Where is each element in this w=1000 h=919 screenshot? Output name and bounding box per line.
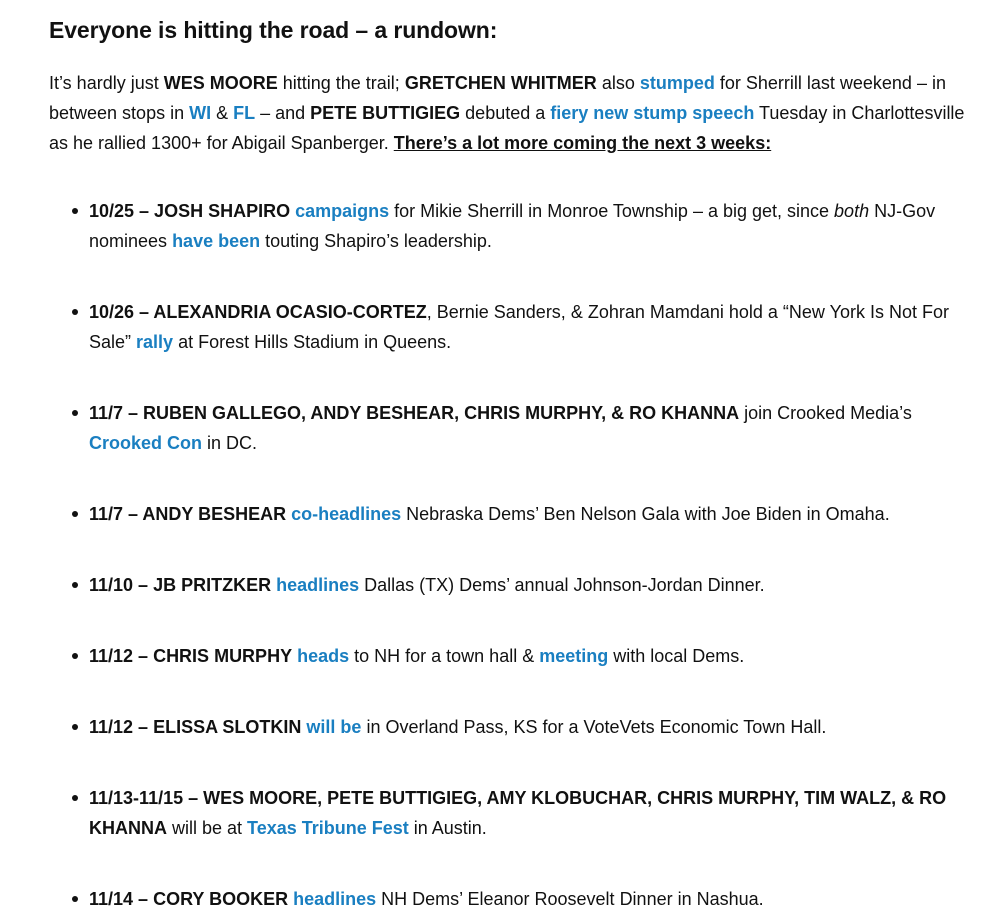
- text-run: &: [211, 103, 234, 123]
- text-run: , Bernie Sanders, & Zohran Mamdani hold a “New York Is Not For Sale”: [89, 302, 949, 352]
- inline-link[interactable]: WI: [189, 103, 212, 123]
- bold-text: 11/7 – ANDY BESHEAR: [89, 504, 287, 524]
- event-item: [49, 641, 978, 671]
- bold-text: 11/12 – ELISSA SLOTKIN: [89, 717, 302, 737]
- inline-link[interactable]: stumped: [639, 73, 715, 93]
- inline-link[interactable]: rally: [136, 332, 174, 352]
- bold-text: 11/12 – CHRIS MURPHY: [89, 646, 293, 666]
- underlined-callout: There’s a lot more coming the next 3 weeks:: [393, 133, 772, 153]
- bold-text: 11/13-11/15 – WES MOORE, PETE BUTTIGIEG, AMY KLOBUCHAR, CHRIS MURPHY, TIM WALZ, & RO KHANNA: [89, 788, 947, 838]
- intro-paragraph: [49, 68, 978, 158]
- inline-link[interactable]: have been: [172, 231, 261, 251]
- text-run: for Mikie Sherrill in Monroe Township – a big get, since: [389, 201, 835, 221]
- event-item: [49, 297, 978, 357]
- text-run: to NH for a town hall &: [349, 646, 540, 666]
- inline-link[interactable]: campaigns: [295, 201, 390, 221]
- text-run: in DC.: [202, 433, 258, 453]
- inline-link[interactable]: heads: [297, 646, 350, 666]
- bold-text: PETE BUTTIGIEG: [310, 103, 461, 123]
- text-run: join Crooked Media’s: [739, 403, 912, 423]
- bold-text: 11/14 – CORY BOOKER: [89, 889, 289, 909]
- event-item: [49, 712, 978, 742]
- text-run: debuted a: [460, 103, 551, 123]
- event-item: [49, 884, 978, 914]
- text-run: hitting the trail;: [277, 73, 405, 93]
- event-item: [49, 499, 978, 529]
- inline-link[interactable]: fiery new stump speech: [550, 103, 755, 123]
- text-run: Dallas (TX) Dems’ annual Johnson-Jordan Dinner.: [359, 575, 765, 595]
- text-run: in Austin.: [408, 818, 487, 838]
- inline-link[interactable]: headlines: [293, 889, 377, 909]
- section-heading: Everyone is hitting the road – a rundown:: [49, 17, 498, 43]
- bold-text: 10/26 – ALEXANDRIA OCASIO-CORTEZ: [89, 302, 427, 322]
- bold-text: WES MOORE: [163, 73, 278, 93]
- text-run: NH Dems’ Eleanor Roosevelt Dinner in Nashua.: [376, 889, 764, 909]
- text-run: It’s hardly just: [49, 73, 164, 93]
- inline-link[interactable]: FL: [233, 103, 256, 123]
- bold-text: 11/10 – JB PRITZKER: [89, 575, 272, 595]
- inline-link[interactable]: meeting: [539, 646, 609, 666]
- inline-link[interactable]: will be: [306, 717, 362, 737]
- text-run: for Sherrill last weekend – in between stops in: [49, 73, 946, 123]
- text-run: in Overland Pass, KS for a VoteVets Economic Town Hall.: [361, 717, 827, 737]
- bold-text: 11/7 – RUBEN GALLEGO, ANDY BESHEAR, CHRIS MURPHY, & RO KHANNA: [89, 403, 740, 423]
- inline-link[interactable]: headlines: [276, 575, 360, 595]
- inline-link[interactable]: Crooked Con: [89, 433, 203, 453]
- event-item: [49, 783, 978, 843]
- text-run: also: [596, 73, 640, 93]
- bold-text: GRETCHEN WHITMER: [404, 73, 597, 93]
- event-item: [49, 398, 978, 458]
- text-run: at Forest Hills Stadium in Queens.: [173, 332, 452, 352]
- bold-text: 10/25 – JOSH SHAPIRO: [89, 201, 291, 221]
- text-run: with local Dems.: [608, 646, 745, 666]
- event-item: [49, 570, 978, 600]
- text-run: NJ-Gov nominees: [89, 201, 936, 251]
- text-run: Nebraska Dems’ Ben Nelson Gala with Joe Biden in Omaha.: [401, 504, 890, 524]
- event-item: [49, 196, 978, 256]
- text-run: – and: [255, 103, 311, 123]
- text-run: Tuesday in Charlottesville as he rallied 1300+ for Abigail Spanberger.: [49, 103, 965, 153]
- text-run: will be at: [167, 818, 248, 838]
- text-run: touting Shapiro’s leadership.: [260, 231, 492, 251]
- inline-link[interactable]: co-headlines: [291, 504, 402, 524]
- inline-link[interactable]: Texas Tribune Fest: [247, 818, 409, 838]
- italic-text: both: [834, 201, 870, 221]
- event-list: [49, 196, 978, 914]
